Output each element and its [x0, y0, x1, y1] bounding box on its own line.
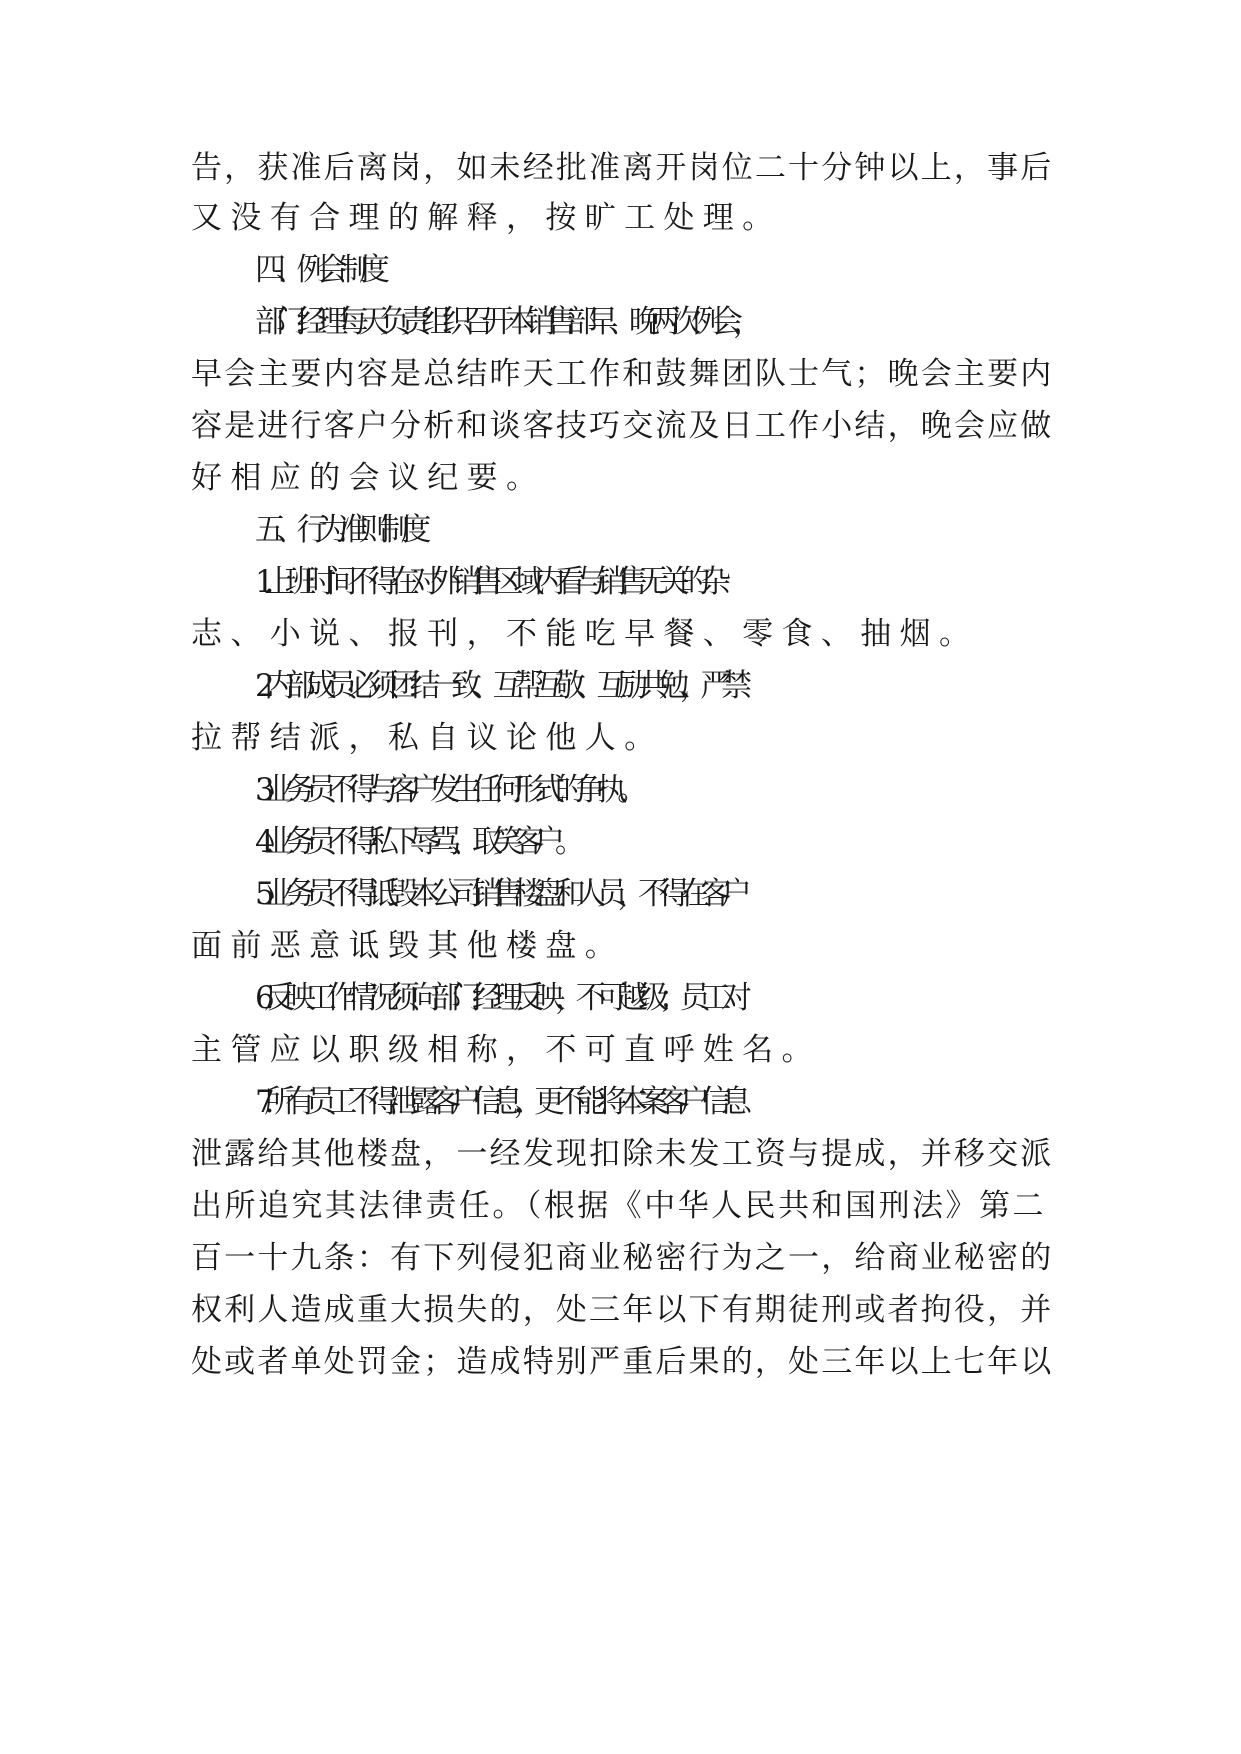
list-item: 5.业务员不得诋毁本公司销售楼盘和人员，不得在客户: [255, 876, 742, 912]
text-line: 好相应的会议纪要。: [191, 460, 546, 496]
text-line: 权利人造成重大损失的，处三年以下有期徒刑或者拘役，并: [191, 1292, 1054, 1328]
list-item: 7.所有员工不得泄露客户信息，更不能将本案客户信息: [255, 1084, 742, 1120]
section-heading: 五、行为准则制度: [255, 512, 422, 548]
text-line: 早会主要内容是总结昨天工作和鼓舞团队士气；晚会主要内: [191, 356, 1054, 392]
text-line: 百一十九条：有下列侵犯商业秘密行为之一，给商业秘密的: [191, 1240, 1054, 1276]
section-heading: 四、例会制度: [255, 252, 380, 288]
list-item: 1.上班时间不得在对外销售区域内看与销售无关的杂: [255, 564, 722, 600]
text-line: 泄露给其他楼盘，一经发现扣除未发工资与提成，并移交派: [191, 1136, 1054, 1172]
text-line: 又没有合理的解释，按旷工处理。: [191, 200, 782, 236]
list-item: 6.反映工作情况须向部门经理反映，不可越级；员工对: [255, 980, 742, 1016]
text-line: 面前恶意诋毁其他楼盘。: [191, 928, 625, 964]
list-item: 2.内部成员必须团结一致、互帮互敬、互励共勉，严禁: [255, 668, 742, 704]
text-line: 出所追究其法律责任。（根据《中华人民共和国刑法》第二: [191, 1188, 1046, 1224]
text-line: 告，获准后离岗，如未经批准离开岗位二十分钟以上，事后: [191, 150, 1054, 186]
list-item: 3.业务员不得与客户发生任何形式的争执。: [255, 772, 638, 808]
list-item: 4.业务员不得私下辱骂、取笑客户。: [255, 824, 576, 860]
text-line: 容是进行客户分析和谈客技巧交流及日工作小结，晚会应做: [191, 408, 1054, 444]
text-line: 部门经理每天负责组织召开本销售部早、晚两次例会，: [255, 304, 754, 340]
text-line: 处或者单处罚金；造成特别严重后果的，处三年以上七年以: [191, 1344, 1054, 1380]
text-line: 主管应以职级相称，不可直呼姓名。: [191, 1032, 821, 1068]
text-line: 志、小说、报刊，不能吃早餐、零食、抽烟。: [191, 616, 979, 652]
text-line: 拉帮结派，私自议论他人。: [191, 720, 664, 756]
